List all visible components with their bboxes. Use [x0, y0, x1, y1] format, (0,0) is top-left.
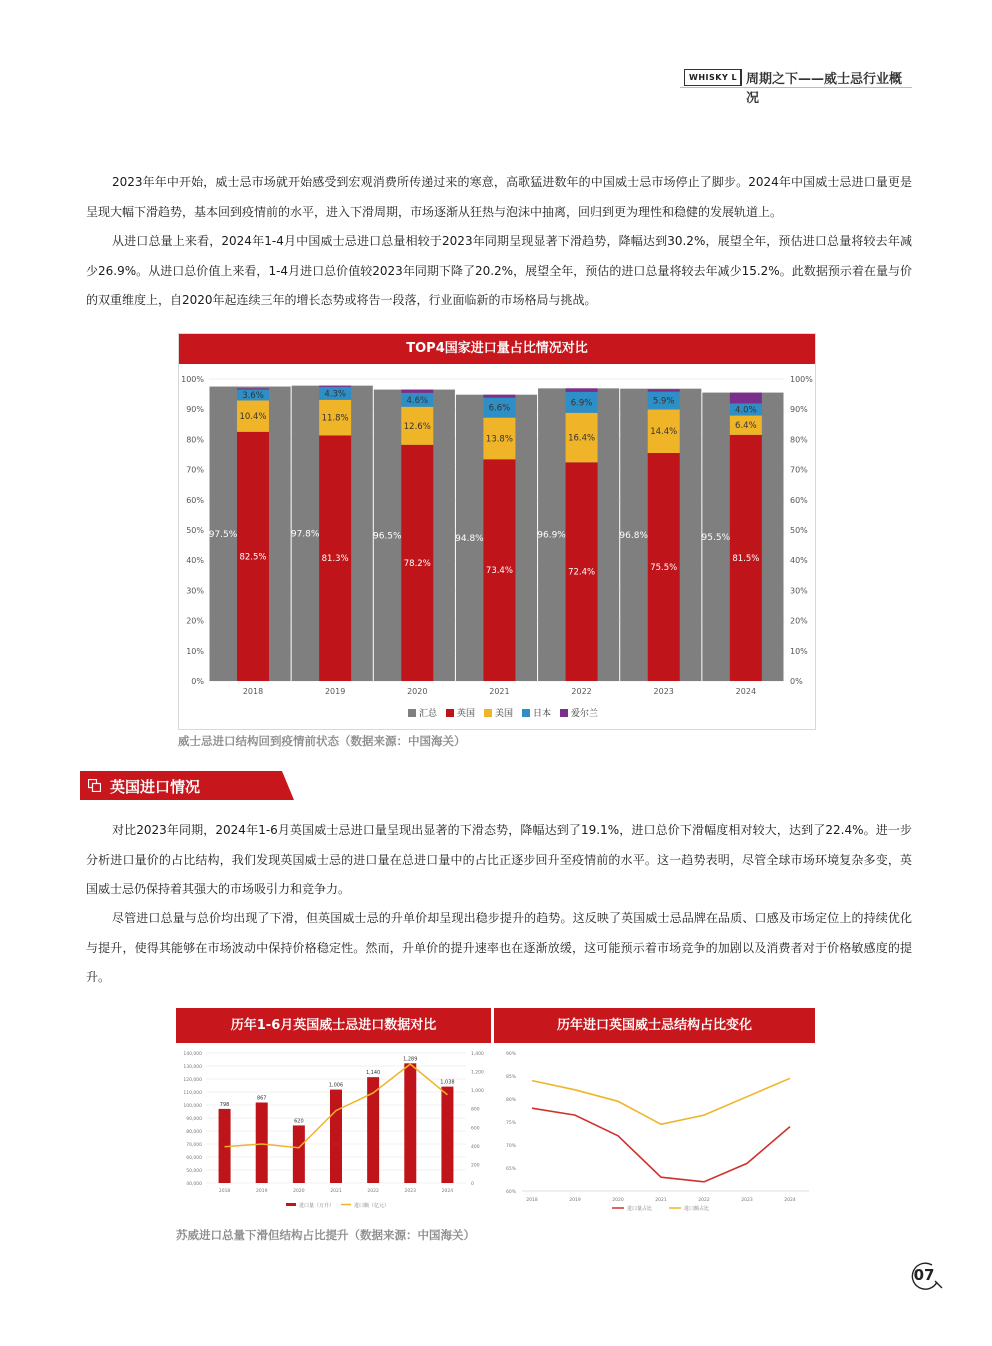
legend-label: 日本 [533, 709, 552, 719]
x-tick: 2018 [526, 1198, 538, 1203]
chart-top4-svg [179, 364, 815, 729]
label-日本: 4.6% [406, 395, 429, 406]
y-tick-right: 0% [790, 677, 803, 686]
bar-volume [404, 1063, 416, 1183]
page-number [904, 1262, 944, 1292]
label-total: 97.5% [208, 529, 238, 540]
bar-爱尔兰 [648, 389, 680, 391]
x-tick: 2021 [655, 1198, 667, 1203]
chart-uk-volume-svg [176, 1043, 491, 1218]
y-tick-left: 100,000 [183, 1104, 202, 1109]
legend-label: 汇总 [419, 709, 438, 719]
chart-uk-share-change [494, 1008, 815, 1218]
label-美国: 10.4% [239, 412, 267, 423]
label-美国: 13.8% [485, 434, 513, 445]
label-英国: 81.3% [321, 554, 349, 565]
y-tick-left: 100% [181, 375, 204, 384]
y-tick-left: 80,000 [186, 1130, 202, 1135]
bar-volume [330, 1090, 342, 1183]
y-tick: 65% [505, 1167, 516, 1172]
label-total: 96.9% [537, 530, 566, 541]
bar-volume [256, 1102, 268, 1183]
intro-paragraph-2: 从进口总量上来看，2024年1-4月中国威士忌进口总量相较于2023年同期呈现显著下滑趋势，降幅达到30.2%，展望全年，预估进口总量将较去年减少26.9%。从进口总价值上来看，1-4月进口总价值较2023年同期下降了20.2%，展望全年，预估的进口总量将较去年减少15.2%。此数据预示着在量与价的双重维度上，自2020年起连续三年的增长态势或将告一段落，行业面临新的市场格局与挑战。 [86, 234, 912, 307]
y-tick-right: 200 [471, 1163, 480, 1169]
uk-paragraph-1: 对比2023年同期，2024年1-6月英国威士忌进口量呈现出显著的下滑态势，降幅达到了19.1%，进口总价下滑幅度相对较大，达到了22.4%。进一步分析进口量价的占比结构，我们发现英国威士忌的进口量在总进口量中的占比正逐步回升至疫情前的水平。这一趋势表明，尽管全球市场环境复杂多变，英国威士忌仍保持着其强大的市场吸引力和竞争力。 [86, 823, 912, 896]
x-tick: 2021 [489, 687, 510, 696]
y-tick-right: 0 [471, 1182, 474, 1187]
chart-uk-import-volume [176, 1008, 491, 1218]
label-英国: 81.5% [732, 553, 760, 564]
x-tick: 2024 [735, 687, 757, 696]
legend-swatch [484, 709, 492, 717]
legend-label: 爱尔兰 [571, 709, 599, 719]
legend-label: 进口量占比 [627, 1206, 653, 1212]
y-tick-left: 70% [186, 465, 204, 475]
left-panel-title: 历年1-6月英国威士忌进口数据对比 [176, 1008, 491, 1043]
bar-爱尔兰 [730, 393, 762, 404]
label-英国: 75.5% [650, 562, 678, 573]
legend-label: 进口量（万升） [299, 1203, 335, 1209]
y-tick-right: 400 [471, 1144, 480, 1150]
chart-uk-share-svg [494, 1043, 815, 1218]
y-tick-left: 10% [186, 646, 204, 656]
legend-label: 进口额（亿元） [354, 1203, 390, 1209]
y-tick-right: 600 [471, 1126, 480, 1132]
bar-label: 867 [256, 1095, 267, 1102]
x-tick: 2023 [653, 687, 674, 696]
label-英国: 72.4% [568, 567, 596, 578]
label-日本: 5.9% [652, 396, 675, 407]
label-美国: 6.4% [735, 421, 757, 432]
y-tick-left: 20% [186, 616, 204, 626]
y-tick: 75% [505, 1121, 516, 1126]
chart-title: TOP4国家进口量占比情况对比 [179, 334, 815, 364]
x-tick: 2019 [255, 1189, 268, 1194]
y-tick-left: 60,000 [186, 1156, 202, 1161]
label-total: 96.8% [619, 530, 649, 541]
bar-label: 1,006 [328, 1082, 344, 1089]
x-tick: 2019 [324, 687, 346, 696]
y-tick-left: 90% [186, 405, 204, 415]
x-tick: 2020 [407, 687, 428, 696]
label-total: 94.8% [455, 533, 484, 544]
y-tick-right: 1,200 [471, 1070, 484, 1076]
uk-paragraph-2: 尽管进口总量与总价均出现了下滑，但英国威士忌的升单价却呈现出稳步提升的趋势。这反映了英国威士忌品牌在品质、口感及市场定位上的持续优化与提升，使得其能够在市场波动中保持价格稳定性。然而，升单价的提升速率也在逐渐放缓，这可能预示着市场竞争的加剧以及消费者对于价格敏感度的提升。 [86, 911, 912, 984]
y-tick-left: 40% [186, 556, 204, 566]
bar-爱尔兰 [401, 390, 433, 393]
bar-volume [293, 1125, 305, 1183]
bar-label: 798 [219, 1101, 230, 1108]
label-日本: 6.9% [570, 398, 593, 409]
label-美国: 12.6% [403, 421, 431, 432]
bar-爱尔兰 [319, 386, 351, 387]
line-进口量占比 [532, 1108, 790, 1182]
x-tick: 2020 [293, 1189, 305, 1194]
y-tick-right: 90% [790, 405, 808, 415]
intro-paragraph-1: 2023年年中开始，威士忌市场就开始感受到宏观消费所传递过来的寒意，高歌猛进数年的中国威士忌市场停止了脚步。2024年中国威士忌进口量更是呈现大幅下滑趋势，基本回到疫情前的水平，进入下滑周期，市场逐渐从狂热与泡沫中抽离，回归到更为理性和稳健的发展轨道上。 [86, 175, 912, 219]
label-日本: 6.6% [488, 403, 511, 414]
y-tick-left: 80% [186, 435, 204, 445]
header-title: 周期之下——威士忌行业概况 [746, 72, 903, 106]
section-title: 英国进口情况 [110, 778, 201, 796]
y-tick-right: 50% [790, 526, 808, 535]
y-tick: 70% [505, 1144, 516, 1149]
page-header [680, 66, 912, 106]
y-tick-right: 100% [790, 375, 813, 384]
bar-label: 1,289 [403, 1056, 418, 1063]
legend-swatch [408, 709, 416, 717]
label-日本: 3.6% [242, 391, 264, 402]
x-tick: 2019 [569, 1198, 581, 1203]
legend-label: 美国 [495, 709, 514, 719]
y-tick-right: 70% [790, 465, 808, 475]
bar-爱尔兰 [566, 388, 598, 392]
right-panel-title: 历年进口英国威士忌结构占比变化 [494, 1008, 815, 1043]
label-total: 96.5% [372, 531, 402, 542]
x-tick: 2021 [330, 1189, 342, 1194]
y-tick-right: 20% [790, 616, 808, 626]
label-英国: 82.5% [239, 552, 267, 563]
y-tick-left: 140,000 [183, 1052, 202, 1057]
label-美国: 11.8% [321, 413, 349, 424]
label-total: 95.5% [701, 532, 731, 543]
x-tick: 2023 [741, 1198, 753, 1203]
legend-swatch [522, 709, 530, 717]
y-tick-left: 60% [186, 495, 204, 505]
y-tick-left: 30% [186, 586, 204, 596]
label-美国: 16.4% [568, 433, 596, 444]
x-tick: 2024 [441, 1189, 454, 1194]
legend-swatch [286, 1203, 296, 1206]
legend-swatch [446, 709, 454, 717]
label-英国: 73.4% [485, 566, 513, 577]
y-tick-left: 50,000 [186, 1169, 202, 1174]
y-tick-right: 30% [790, 586, 808, 596]
x-tick: 2023 [404, 1189, 417, 1194]
legend-swatch [560, 709, 568, 717]
header-separator [740, 69, 741, 85]
header-tag: WHISKY L [684, 69, 742, 86]
y-tick: 60% [505, 1190, 516, 1195]
header-rule [680, 87, 912, 88]
bar-label: 1,038 [440, 1079, 455, 1086]
label-日本: 4.3% [324, 389, 346, 400]
bar-爱尔兰 [237, 388, 269, 389]
bar-label: 1,140 [365, 1070, 381, 1077]
y-tick-left: 40,000 [186, 1182, 202, 1187]
x-tick: 2022 [571, 687, 592, 696]
y-tick-left: 110,000 [183, 1091, 202, 1096]
label-英国: 78.2% [403, 558, 431, 569]
x-tick: 2018 [218, 1189, 231, 1194]
y-tick-left: 70,000 [186, 1143, 202, 1148]
bar-爱尔兰 [483, 395, 515, 398]
x-tick: 2024 [784, 1198, 796, 1203]
bar-label: 620 [294, 1118, 304, 1125]
y-tick-right: 60% [790, 495, 808, 505]
chart1-caption: 威士忌进口结构回到疫情前状态（数据来源：中国海关） [178, 734, 466, 748]
y-tick-left: 50% [186, 526, 204, 535]
y-tick: 80% [505, 1098, 516, 1103]
y-tick-left: 0% [191, 677, 204, 686]
chart-top4-import-share [178, 333, 816, 730]
y-tick-right: 80% [790, 435, 808, 445]
page-number-text: 07 [913, 1266, 935, 1284]
y-tick-left: 90,000 [186, 1117, 202, 1122]
y-tick-right: 1,000 [471, 1089, 484, 1095]
label-total: 97.8% [290, 529, 320, 540]
line-进口额占比 [532, 1078, 790, 1124]
y-tick-left: 130,000 [183, 1065, 202, 1070]
x-tick: 2022 [698, 1198, 710, 1203]
legend-label: 英国 [457, 709, 476, 719]
x-tick: 2020 [612, 1198, 624, 1203]
label-日本: 4.0% [735, 405, 757, 416]
legend-label: 进口额占比 [684, 1206, 710, 1212]
y-tick-left: 120,000 [183, 1078, 202, 1083]
y-tick-right: 40% [790, 556, 808, 566]
panels-caption: 苏威进口总量下滑但结构占比提升（数据来源：中国海关） [176, 1228, 475, 1242]
x-tick: 2022 [367, 1189, 379, 1194]
y-tick: 85% [505, 1075, 516, 1080]
y-tick-right: 1,400 [471, 1052, 484, 1057]
label-美国: 14.4% [650, 427, 678, 438]
section-doc-icon [88, 779, 101, 792]
bar-volume [441, 1087, 453, 1183]
x-tick: 2018 [242, 687, 264, 696]
y-tick-right: 800 [471, 1107, 480, 1113]
y-tick: 90% [505, 1052, 516, 1057]
y-tick-right: 10% [790, 646, 808, 656]
section-heading [80, 771, 294, 800]
